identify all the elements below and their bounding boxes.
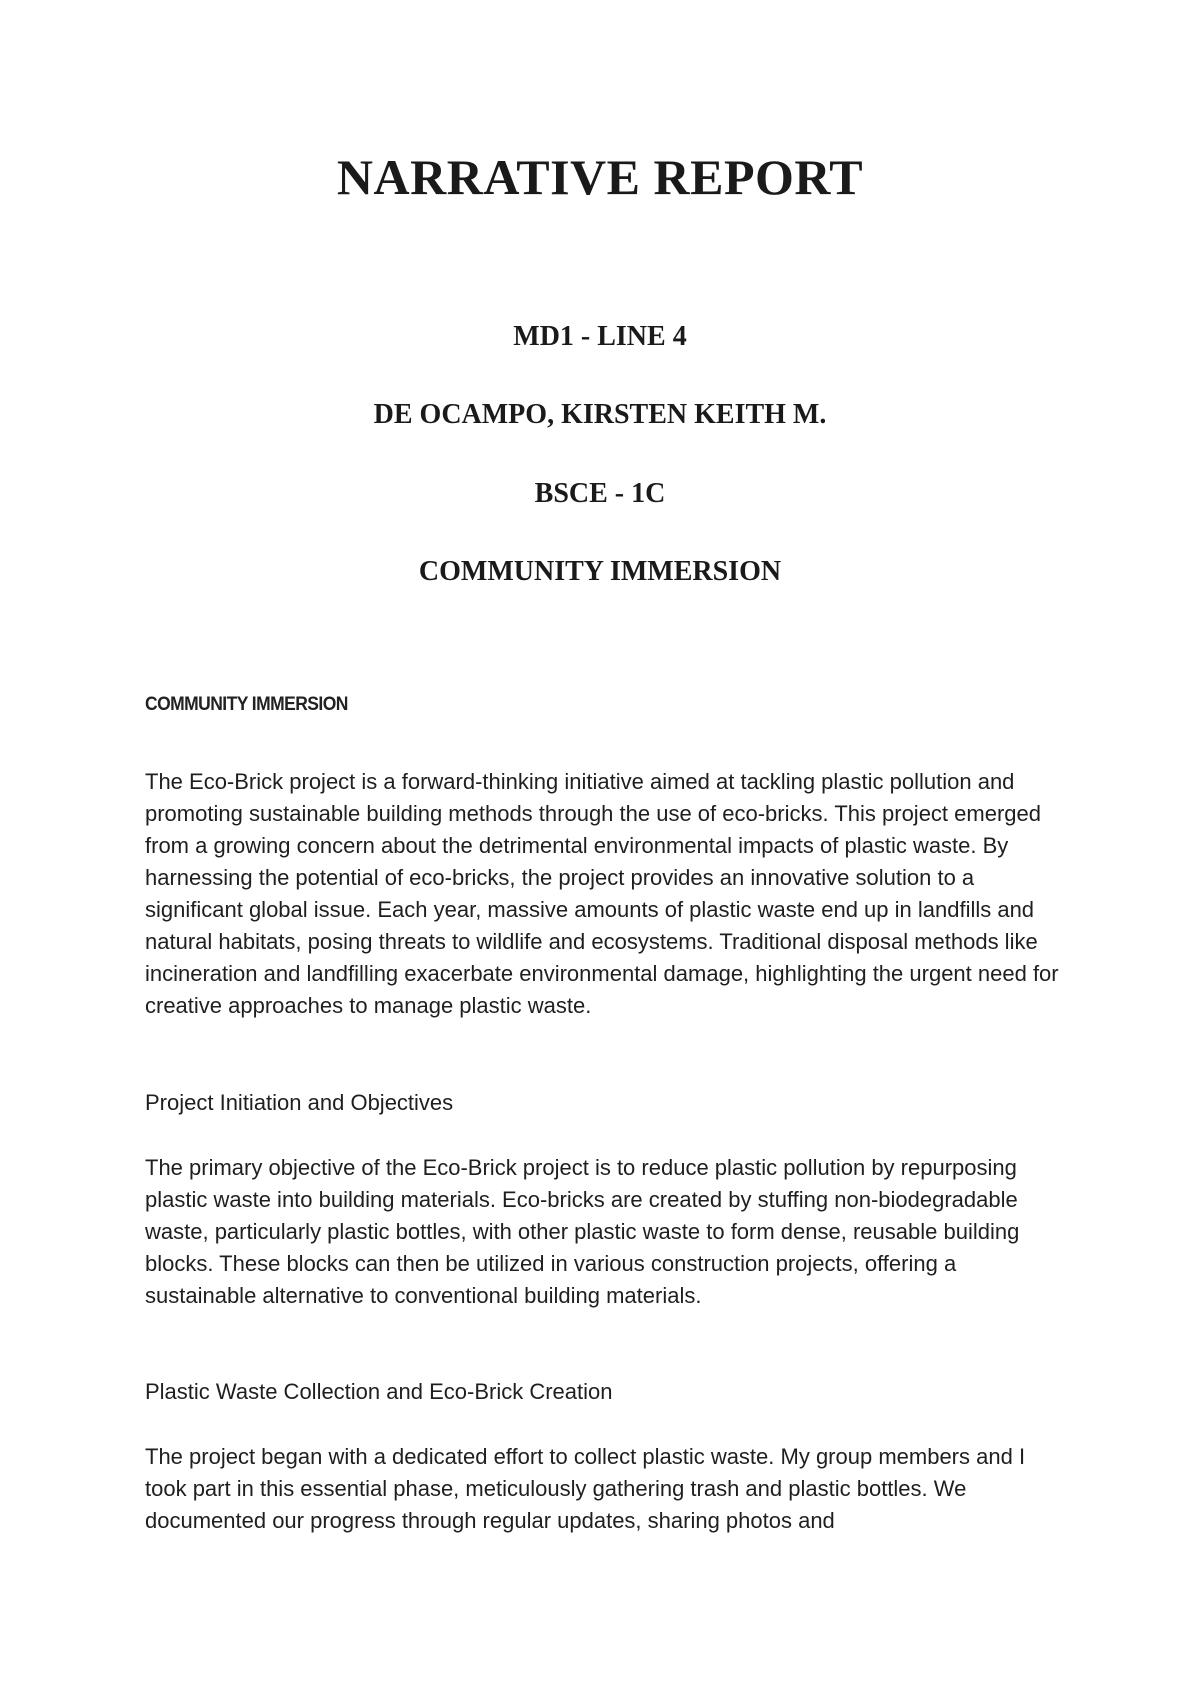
intro-paragraph: The Eco-Brick project is a forward-thinking initiative aimed at tackling plastic pollution and promoting sustainable building methods through the use of eco-bricks. This project emerged from a growing concern about the detrimental environmental impacts of plastic waste. By harnessing the potential of eco-bricks, the project provides an innovative solution to a significant global issue. Each year, massive amounts of plastic waste end up in landfills and natural habitats, posing threats to wildlife and ecosystems. Traditional disposal methods like incineration and landfilling exacerbate environmental damage, highlighting the urgent need for creative approaches to manage plastic waste.: [145, 769, 1059, 1018]
page-title: NARRATIVE REPORT: [336, 149, 864, 205]
cover-course-line: MD1 - LINE 4: [513, 321, 687, 352]
collection-paragraph: The project began with a dedicated effort to collect plastic waste. My group members and I took part in this essential phase, meticulously gathering trash and plastic bottles. We documented our progress through regular updates, sharing photos and: [145, 1444, 1026, 1533]
cover-subject: COMMUNITY IMMERSION: [418, 556, 782, 587]
heading-project-initiation: Project Initiation and Objectives: [145, 1090, 454, 1115]
cover-author-name: DE OCAMPO, KIRSTEN KEITH M.: [373, 399, 827, 430]
cover-section: BSCE - 1C: [534, 478, 666, 509]
heading-waste-collection: Plastic Waste Collection and Eco-Brick Creation: [145, 1379, 613, 1404]
objectives-paragraph: The primary objective of the Eco-Brick project is to reduce plastic pollution by repurposing plastic waste into building materials. Eco-bricks are created by stuffing non-biodegradable waste, particularly plastic bottles, with other plastic waste to form dense, reusable building blocks. These blocks can then be utilized in various construction projects, offering a sustainable alternative to conventional building materials.: [145, 1155, 1020, 1308]
section-label: COMMUNITY IMMERSION: [145, 694, 348, 715]
